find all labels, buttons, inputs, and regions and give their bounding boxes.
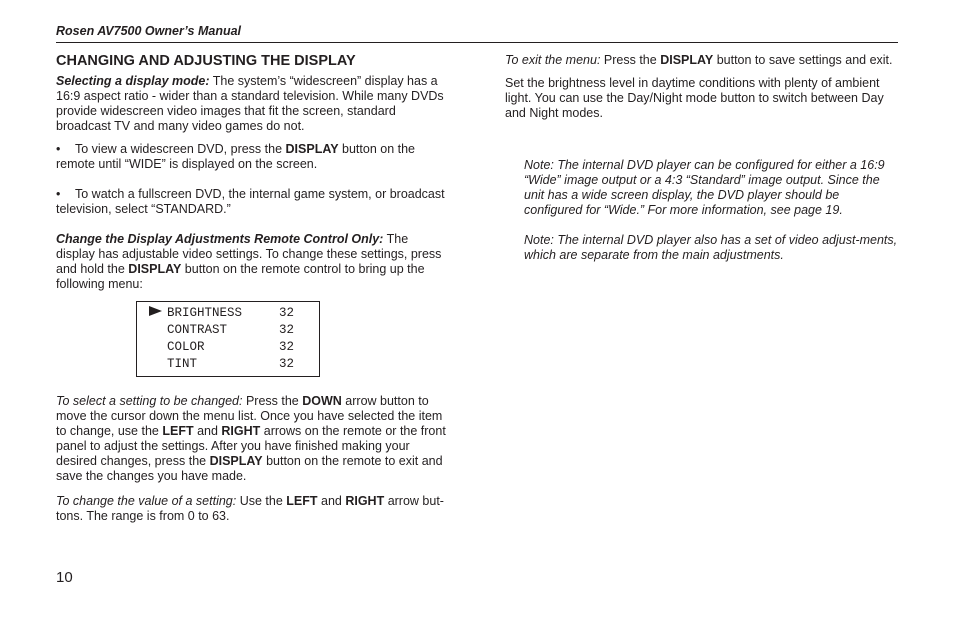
text: Press the xyxy=(242,394,303,408)
menu-value: 32 xyxy=(279,323,295,337)
bold-text: DOWN xyxy=(302,394,342,408)
menu-value: 32 xyxy=(279,306,295,320)
bullet-text: button on the remote until “WIDE” is displayed on the screen. xyxy=(56,142,415,171)
menu-label: TINT xyxy=(167,357,198,371)
text: button to save settings and exit. xyxy=(713,53,893,67)
menu-label: COLOR xyxy=(167,340,205,354)
paragraph-select-setting xyxy=(56,394,448,484)
bullet-icon: • xyxy=(56,187,61,201)
text: arrows on the remote or the front panel to adjust the settings. After you have finished making your desired changes, press the xyxy=(56,424,446,468)
menu-row-contrast xyxy=(167,322,307,338)
cursor-arrow-icon xyxy=(149,306,162,316)
bold-text: DISPLAY xyxy=(209,454,263,468)
bold-text: RIGHT xyxy=(221,424,261,438)
lead-change-value: To change the value of a setting: xyxy=(56,494,237,508)
manual-header: Rosen AV7500 Owner’s Manual xyxy=(56,24,242,38)
bullet-text: To watch a fullscreen DVD, the internal game system, or broadcast television, select “STANDARD.” xyxy=(56,187,445,216)
menu-label: BRIGHTNESS xyxy=(167,306,243,320)
header-rule xyxy=(56,42,898,43)
menu-label: CONTRAST xyxy=(167,323,228,337)
bold-text: LEFT xyxy=(286,494,318,508)
text: button on the remote control to bring up the following menu: xyxy=(56,262,425,291)
lead-select-setting: To select a setting to be changed: xyxy=(56,394,243,408)
note-dvd-output: Note: The internal DVD player can be configured for either a 16:9 “Wide” image output or a 4:3 “Standard” image output. Since the unit has a wide screen display, the DVD player should be configured for “Wide.” For more information, see page 19. xyxy=(524,158,885,217)
bold-text: RIGHT xyxy=(345,494,385,508)
text: Use the xyxy=(236,494,287,508)
bullet-text: To view a widescreen DVD, press the xyxy=(75,142,286,156)
bullet-bold: DISPLAY xyxy=(285,142,339,156)
bold-text: DISPLAY xyxy=(128,262,182,276)
paragraph-adjustments xyxy=(56,232,448,292)
text: button on the remote to exit and save the changes you have made. xyxy=(56,454,443,483)
paragraph-exit-menu xyxy=(505,53,898,68)
menu-value: 32 xyxy=(279,357,295,371)
bullet-icon: • xyxy=(56,142,61,156)
bold-text: DISPLAY xyxy=(660,53,714,67)
menu-row-color xyxy=(167,339,307,355)
text: arrow button to move the cursor down the menu list. Once you have selected the item to change, use the xyxy=(56,394,443,438)
left-column xyxy=(56,53,448,524)
text: Press the xyxy=(600,53,661,67)
text: arrow but-tons. The range is from 0 to 63. xyxy=(56,494,444,523)
lead-exit-menu: To exit the menu: xyxy=(505,53,601,67)
menu-row-brightness xyxy=(167,305,307,321)
bullet-widescreen xyxy=(56,142,448,172)
paragraph-change-value xyxy=(56,494,448,524)
paragraph-brightness-tip: Set the brightness level in daytime conditions with plenty of ambient light. You can use the Day/Night mode button to switch between Day and Night modes. xyxy=(505,76,884,120)
lead-display-mode: Selecting a display mode: xyxy=(56,74,210,88)
page-number: 10 xyxy=(56,569,73,586)
text-display-mode: The system’s “widescreen” display has a 16:9 aspect ratio - wider than a standard television. While many DVDs provide widescreen video images that fit the screen, standard broadcast TV and many video games do not. xyxy=(56,74,444,133)
osd-menu-box xyxy=(136,301,320,377)
menu-row-tint xyxy=(167,356,307,372)
section-heading: CHANGING AND ADJUSTING THE DISPLAY xyxy=(56,53,356,69)
note-dvd-adjustments: Note: The internal DVD player also has a set of video adjust-ments, which are separate from the main adjustments. xyxy=(524,233,898,262)
lead-adjustments: Change the Display Adjustments Remote Control Only: xyxy=(56,232,384,246)
text: The display has adjustable video settings. To change these settings, press and hold the xyxy=(56,232,442,276)
bold-text: LEFT xyxy=(162,424,194,438)
text: and xyxy=(193,424,222,438)
text: and xyxy=(317,494,346,508)
menu-value: 32 xyxy=(279,340,295,354)
paragraph-display-mode xyxy=(56,74,448,134)
right-column xyxy=(505,53,898,263)
bullet-fullscreen xyxy=(56,187,448,217)
